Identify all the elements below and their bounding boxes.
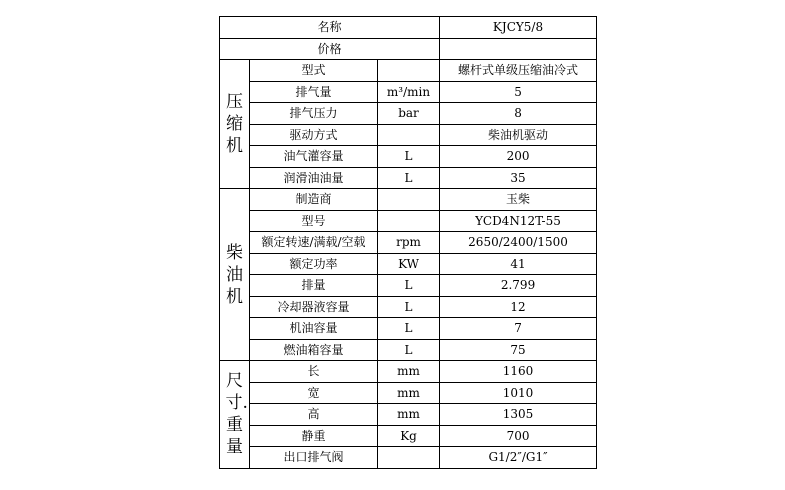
- spec-value: 75: [440, 339, 597, 361]
- spec-label: 冷却器液容量: [250, 296, 378, 318]
- spec-label: 静重: [250, 425, 378, 447]
- spec-label: 机油容量: [250, 318, 378, 340]
- spec-label: 排气量: [250, 81, 378, 103]
- spec-row: [220, 253, 597, 275]
- group-label: 压缩机: [226, 92, 243, 156]
- spec-unit: L: [378, 146, 440, 168]
- spec-unit: mm: [378, 382, 440, 404]
- spec-row: [220, 425, 597, 447]
- spec-label: 长: [250, 361, 378, 383]
- spec-value: 玉柴: [440, 189, 597, 211]
- spec-value: 2.799: [440, 275, 597, 297]
- spec-value: 5: [440, 81, 597, 103]
- spec-row: [220, 382, 597, 404]
- spec-value: 700: [440, 425, 597, 447]
- spec-unit: [378, 210, 440, 232]
- spec-label: 型式: [250, 60, 378, 82]
- spec-unit: [378, 447, 440, 469]
- spec-label: 额定功率: [250, 253, 378, 275]
- name-row: [220, 17, 597, 39]
- spec-row: [220, 210, 597, 232]
- spec-unit: [378, 60, 440, 82]
- spec-label: 油气灌容量: [250, 146, 378, 168]
- price-row: [220, 38, 597, 60]
- spec-value: 41: [440, 253, 597, 275]
- spec-row: [220, 189, 597, 211]
- spec-label: 润滑油油量: [250, 167, 378, 189]
- spec-value: 螺杆式单级压缩油冷式: [440, 60, 597, 82]
- spec-unit: L: [378, 167, 440, 189]
- spec-row: [220, 146, 597, 168]
- spec-unit: mm: [378, 404, 440, 426]
- spec-label: 宽: [250, 382, 378, 404]
- spec-label: 排量: [250, 275, 378, 297]
- price-label: 价格: [220, 38, 440, 60]
- spec-unit: m³/min: [378, 81, 440, 103]
- spec-value: 7: [440, 318, 597, 340]
- spec-value: 200: [440, 146, 597, 168]
- spec-row: [220, 81, 597, 103]
- spec-label: 燃油箱容量: [250, 339, 378, 361]
- spec-value: G1/2″/G1″: [440, 447, 597, 469]
- spec-row: [220, 60, 597, 82]
- spec-row: [220, 232, 597, 254]
- group-label-cell: [220, 60, 250, 189]
- spec-table: [219, 16, 597, 469]
- spec-value: 35: [440, 167, 597, 189]
- group-label-cell: [220, 189, 250, 361]
- spec-label: 出口排气阀: [250, 447, 378, 469]
- price-value: [440, 38, 597, 60]
- spec-row: [220, 318, 597, 340]
- name-value: KJCY5/8: [440, 17, 597, 39]
- spec-row: [220, 447, 597, 469]
- spec-value: 1010: [440, 382, 597, 404]
- spec-row: [220, 296, 597, 318]
- spec-unit: Kg: [378, 425, 440, 447]
- spec-label: 制造商: [250, 189, 378, 211]
- spec-row: [220, 103, 597, 125]
- spec-unit: mm: [378, 361, 440, 383]
- group-label: 尺寸.重量: [225, 371, 248, 458]
- spec-value: 2650/2400/1500: [440, 232, 597, 254]
- spec-label: 排气压力: [250, 103, 378, 125]
- spec-row: [220, 404, 597, 426]
- spec-unit: [378, 189, 440, 211]
- spec-value: 8: [440, 103, 597, 125]
- spec-value: 1160: [440, 361, 597, 383]
- spec-row: [220, 124, 597, 146]
- spec-unit: [378, 124, 440, 146]
- spec-row: [220, 275, 597, 297]
- spec-label: 额定转速/满载/空载: [250, 232, 378, 254]
- name-label: 名称: [220, 17, 440, 39]
- spec-row: [220, 167, 597, 189]
- spec-row: [220, 339, 597, 361]
- spec-value: 12: [440, 296, 597, 318]
- spec-unit: KW: [378, 253, 440, 275]
- group-label: 柴油机: [226, 242, 243, 307]
- spec-unit: L: [378, 339, 440, 361]
- spec-unit: bar: [378, 103, 440, 125]
- spec-row: [220, 361, 597, 383]
- spec-label: 型号: [250, 210, 378, 232]
- spec-unit: L: [378, 275, 440, 297]
- spec-unit: L: [378, 296, 440, 318]
- spec-value: YCD4N12T-55: [440, 210, 597, 232]
- spec-label: 驱动方式: [250, 124, 378, 146]
- spec-value: 柴油机驱动: [440, 124, 597, 146]
- group-label-cell: [220, 361, 250, 469]
- spec-label: 高: [250, 404, 378, 426]
- spec-unit: rpm: [378, 232, 440, 254]
- spec-unit: L: [378, 318, 440, 340]
- spec-value: 1305: [440, 404, 597, 426]
